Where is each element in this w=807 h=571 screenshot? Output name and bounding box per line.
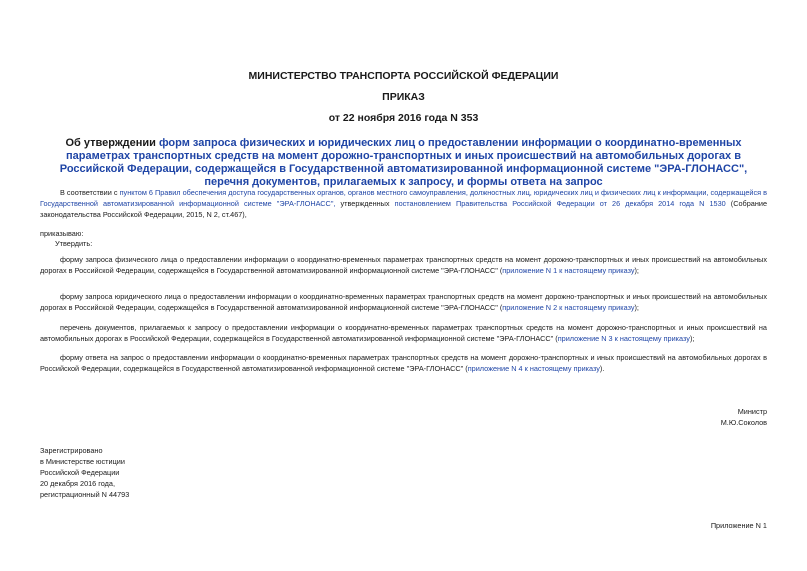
list-item xyxy=(40,352,767,374)
approve-word: Утвердить: xyxy=(55,239,93,248)
appendix-2-link[interactable]: приложение N 2 к настоящему приказу xyxy=(502,303,635,312)
signature-position: Министр xyxy=(737,407,767,416)
document-title xyxy=(40,137,767,189)
appendix-4-link[interactable]: приложение N 4 к настоящему приказу xyxy=(467,364,600,373)
item-tail: ); xyxy=(634,266,639,275)
item-text: форму запроса юридического лица о предоставлении информации о координатно-временных параметрах транспортных средств на момент дорожно-транспортных и иных происшествий на автомобильных дорогах в Российской Федерации, содержащейся в Государственной автоматизированной информационной системе "ЭРА-ГЛОНАСС" ( xyxy=(40,292,767,312)
item-text: перечень документов, прилагаемых к запросу о предоставлении информации о координатно-временных параметрах транспортных средств на момент дорожно-транспортных и иных происшествий на автомобильных дорогах в Российской Федерации, содержащейся в Государственной автоматизированной информационной системе "ЭРА-ГЛОНАСС" ( xyxy=(40,323,767,343)
appendix-1-link[interactable]: приложение N 1 к настоящему приказу xyxy=(502,266,635,275)
preamble-text-2: утвержденных xyxy=(335,199,395,208)
registration-line: в Министерстве юстиции xyxy=(40,457,125,466)
registration-line: Зарегистрировано xyxy=(40,446,103,455)
appendix-label: Приложение N 1 xyxy=(710,521,767,530)
list-item xyxy=(40,254,767,276)
item-tail: ). xyxy=(599,364,605,373)
ministry-heading: МИНИСТЕРСТВО ТРАНСПОРТА РОССИЙСКОЙ ФЕДЕРАЦИИ xyxy=(248,70,559,82)
date-number-heading: от 22 ноября 2016 года N 353 xyxy=(328,112,479,124)
preamble-link-resolution[interactable]: постановлением Правительства Российской Федерации от 26 декабря 2014 года N 1530 xyxy=(394,199,726,208)
registration-line: регистрационный N 44793 xyxy=(40,490,130,499)
preamble-text-3: (Собрание законодательства Российской Федерации, 2015, N 2, ст.467), xyxy=(40,199,768,219)
list-item xyxy=(40,291,767,313)
signature-name: М.Ю.Соколов xyxy=(720,418,767,427)
item-text: форму ответа на запрос о предоставлении информации о координатно-временных параметрах транспортных средств на момент дорожно-транспортных и иных происшествий на автомобильных дорогах в Российской Федерации, содержащейся в Государственной автоматизированной информационной системе "ЭРА-ГЛОНАСС" ( xyxy=(40,353,767,373)
list-item xyxy=(40,322,767,344)
item-tail: ); xyxy=(634,303,639,312)
item-tail: ); xyxy=(689,334,695,343)
registration-line: Российской Федерации xyxy=(40,468,120,477)
preamble-paragraph xyxy=(40,187,767,220)
title-link[interactable]: форм запроса физических и юридических лиц о предоставлении информации о координатно-временных параметрах транспортных средств на момент дорожно-транспортных и иных происшествий на автомобильных дорогах в Российской Федерации, содержащейся в Государственной автоматизированной информационной системе "ЭРА-ГЛОНАСС", перечня документов, прилагаемых к запросу, и формы ответа на запрос xyxy=(59,137,748,188)
doc-type-heading: ПРИКАЗ xyxy=(382,91,425,103)
order-word: приказываю: xyxy=(40,229,84,238)
registration-line: 20 декабря 2016 года, xyxy=(40,479,116,488)
title-prefix: Об утверждении xyxy=(65,137,159,149)
preamble-link-rules[interactable]: пунктом 6 Правил обеспечения доступа государственных органов, органов местного самоуправления, должностных лиц, юридических лиц и физических лиц к информации, содержащейся в Государственной автоматизированной информационной системе "ЭРА-ГЛОНАСС", xyxy=(40,188,767,208)
item-text: форму запроса физического лица о предоставлении информации о координатно-временных параметрах транспортных средств на момент дорожно-транспортных и иных происшествий на автомобильных дорогах в Российской Федерации, содержащейся в Государственной автоматизированной информационной системе "ЭРА-ГЛОНАСС" ( xyxy=(40,255,767,275)
preamble-text-1: В соответствии с xyxy=(60,188,120,197)
appendix-3-link[interactable]: приложение N 3 к настоящему приказу xyxy=(557,334,690,343)
